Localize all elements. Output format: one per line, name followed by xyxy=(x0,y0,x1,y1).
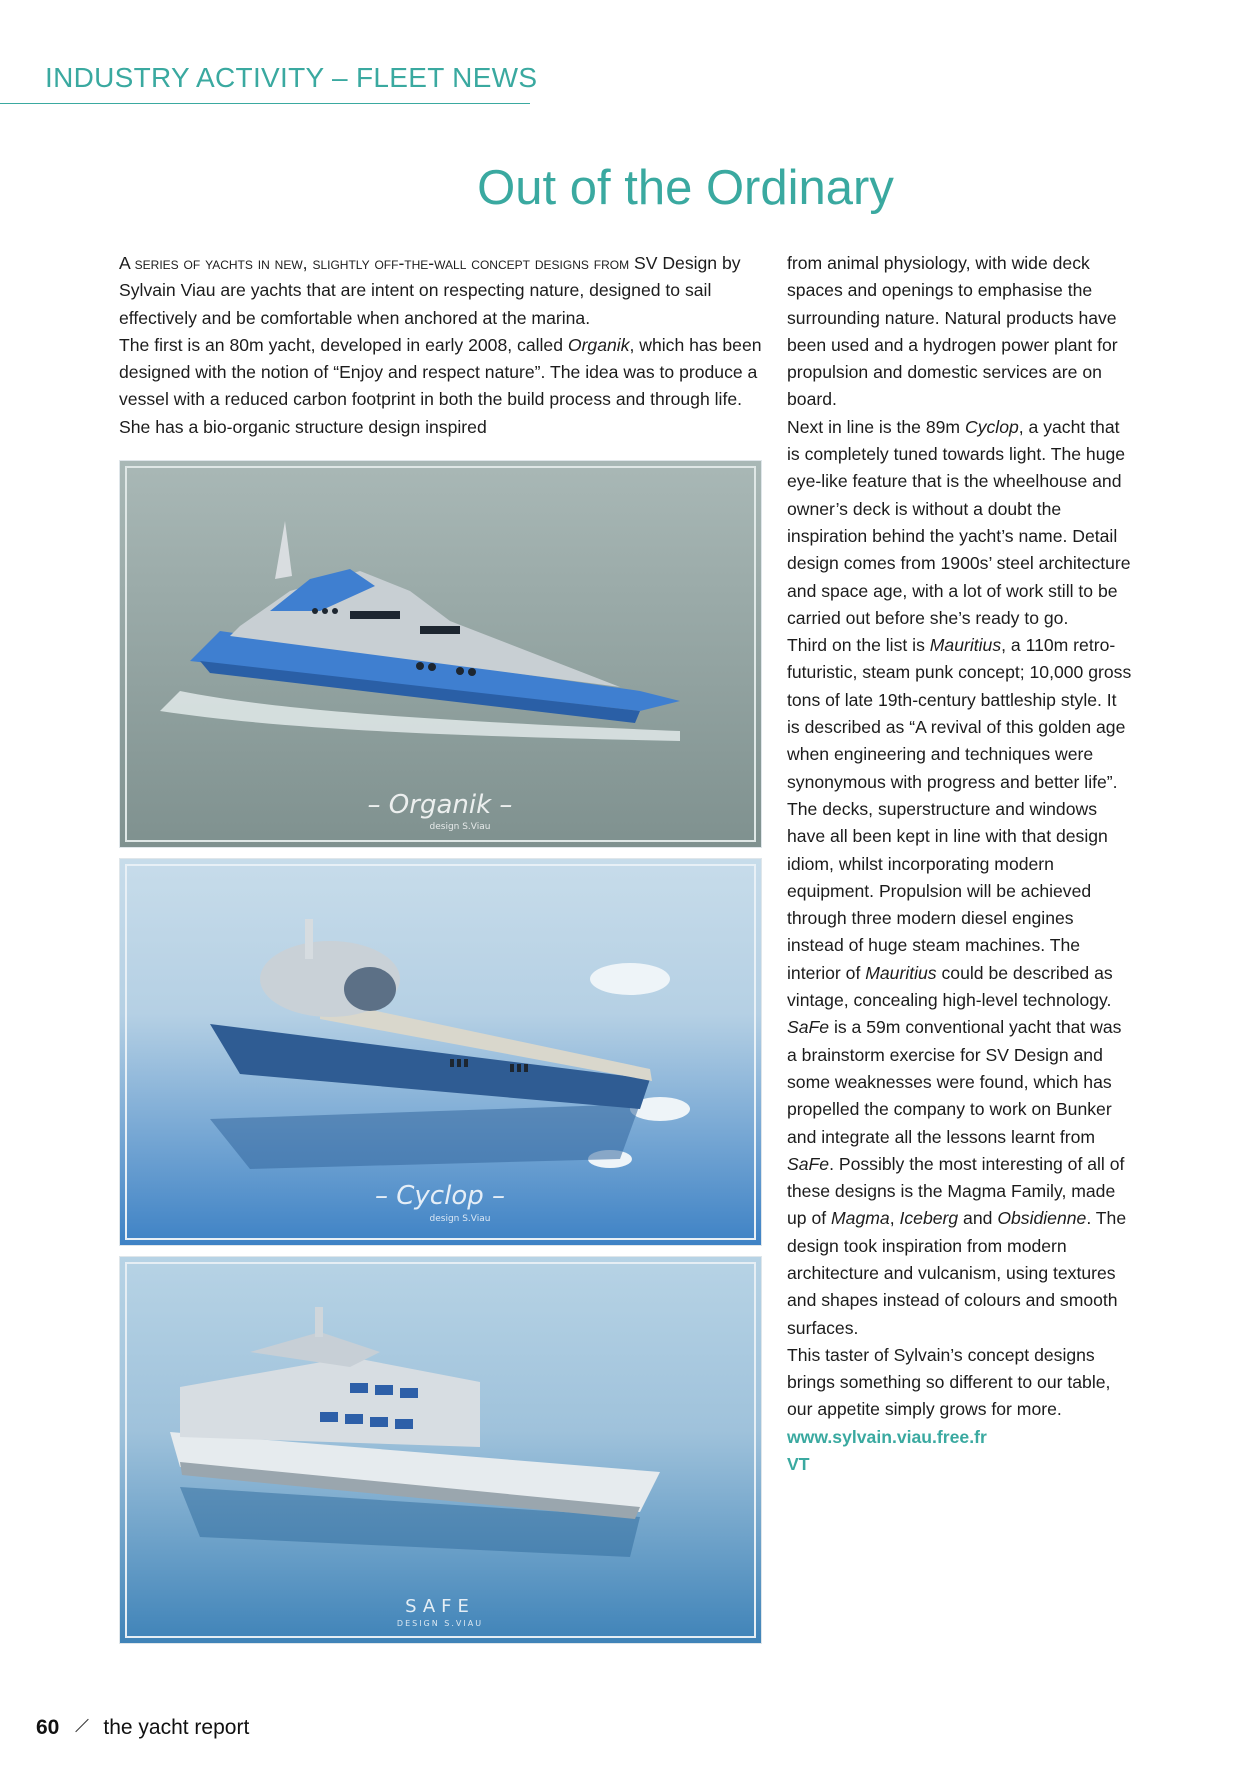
closing-paragraph: This taster of Sylvain’s concept designs brings something so different to our table, our appetite simply grows for more. xyxy=(787,1344,1111,1420)
page-number: 60 xyxy=(36,1716,60,1739)
safe-caption: SAFE xyxy=(405,1596,475,1617)
website-link[interactable]: www.sylvain.viau.free.fr xyxy=(787,1426,987,1447)
article-title: Out of the Ordinary xyxy=(477,161,894,215)
organik-caption: – Organik – xyxy=(367,790,513,820)
organik-paragraph: The first is an 80m yacht, developed in early 2008, called Organik, which has been designed with the notion of “Enjoy and respect nature”. The idea was to produce a vessel with a reduced carbon footprint in both the build process and through life. She has a bio-organic structure design inspired xyxy=(119,334,762,437)
publication-name: the yacht report xyxy=(103,1716,250,1739)
left-column xyxy=(119,250,769,441)
section-rule xyxy=(0,103,530,104)
organik-credit: design S.Viau xyxy=(429,822,491,832)
right-column xyxy=(787,250,1132,1478)
intro-lead: A series of yachts in new, slightly off-the-wall concept designs from xyxy=(119,253,630,273)
safe-image xyxy=(119,1256,762,1644)
organik-image xyxy=(119,460,762,848)
right-paragraph-1: from animal physiology, with wide deck spaces and openings to emphasise the surrounding nature. Natural products have been used and a hydrogen power plant for propulsion and domestic services are on board. xyxy=(787,253,1118,410)
cyclop-image xyxy=(119,858,762,1246)
cyclop-credit: design S.Viau xyxy=(429,1214,491,1224)
author-initials: VT xyxy=(787,1454,810,1475)
safe-paragraph: SaFe is a 59m conventional yacht that was a brainstorm exercise for SV Design and some weaknesses were found, which has propelled the company to work on Bunker and integrate all the lessons learnt from SaFe. Possibly the most interesting of all of these designs is the Magma Family, made up of Magma, Iceberg and Obsidienne. The design took inspiration from modern architecture and vulcanism, using textures and shapes instead of colours and smooth surfaces. xyxy=(787,1017,1127,1338)
slash-divider xyxy=(76,1719,89,1732)
page-footer xyxy=(36,1716,249,1740)
intro-paragraph: A series of yachts in new, slightly off-the-wall concept designs from SV Design by Sylvain Viau are yachts that are intent on respecting nature, designed to sail effectively and be comfortable when anchored at the marina. xyxy=(119,253,741,328)
cyclop-caption: – Cyclop – xyxy=(375,1181,505,1211)
mauritius-paragraph: Third on the list is Mauritius, a 110m retro-futuristic, steam punk concept; 10,000 gross tons of late 19th-century battleship style. It is described as “A revival of this golden age when engineering and techniques were synonymous with progress and better life”. The decks, superstructure and windows have all been kept in line with that design idiom, whilst incorporating modern equipment. Propulsion will be achieved through three modern diesel engines instead of huge steam machines. The interior of Mauritius could be described as vintage, concealing high-level technology. xyxy=(787,635,1132,1011)
safe-credit: DESIGN S.VIAU xyxy=(396,1619,484,1628)
section-header: INDUSTRY ACTIVITY – FLEET NEWS xyxy=(45,62,538,93)
cyclop-paragraph: Next in line is the 89m Cyclop, a yacht that is completely tuned towards light. The huge eye-like feature that is the wheelhouse and owner’s deck is without a doubt the inspiration behind the yacht’s name. Detail design comes from 1900s’ steel architecture and space age, with a lot of work still to be carried out before she’s ready to go. xyxy=(787,416,1131,628)
